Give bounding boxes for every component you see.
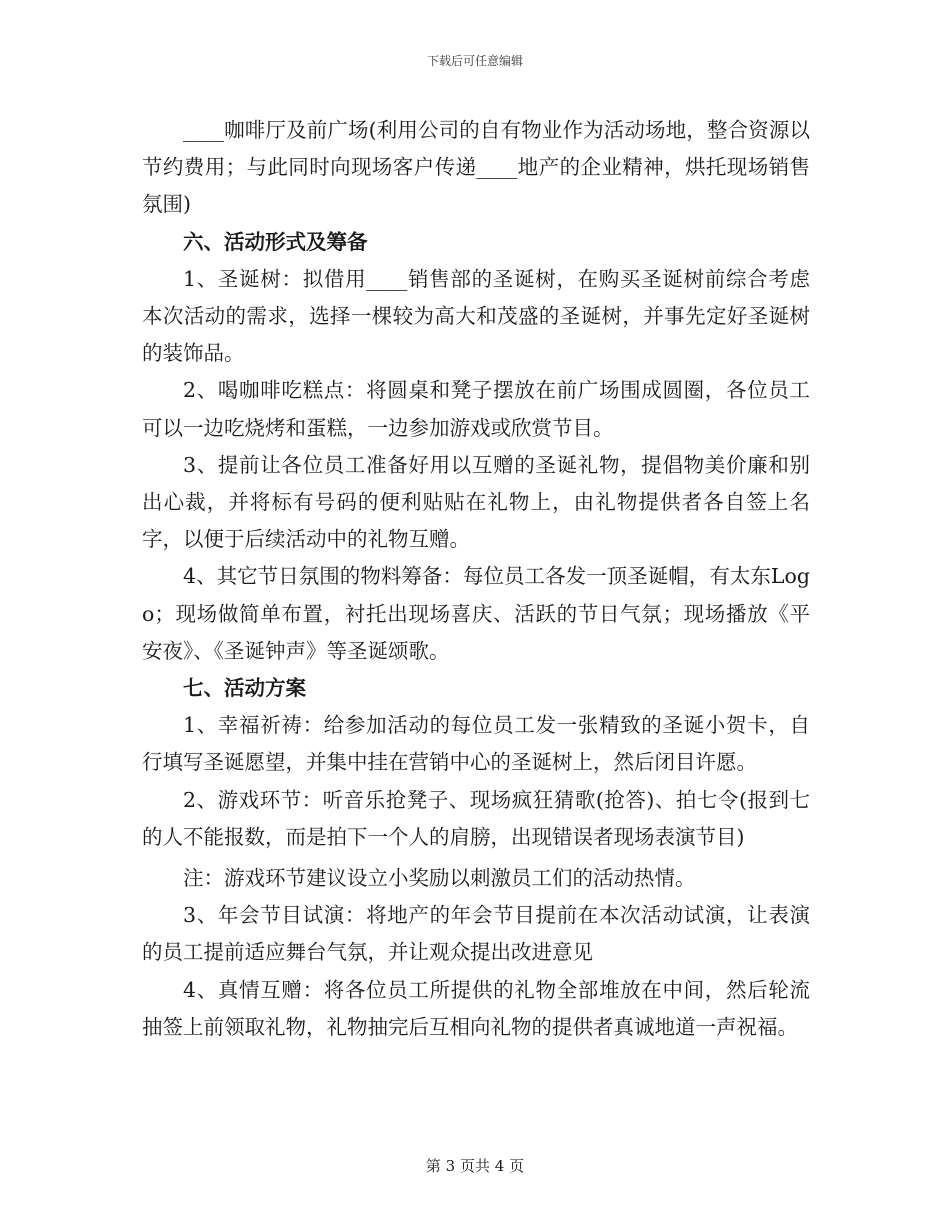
plan-item-prayer: 1、幸福祈祷：给参加活动的每位员工发一张精致的圣诞小贺卡，自行填写圣诞愿望，并集中挂在营销中心的圣诞树上，然后闭目许愿。 (142, 713, 810, 775)
prep-item-materials: 4、其它节日氛围的物料筹备：每位员工各发一顶圣诞帽，有太东Logo；现场做简单布置，衬托出现场喜庆、活跃的节日气氛；现场播放《平安夜》、《圣诞钟声》等圣诞颂歌。 (142, 564, 810, 663)
document-body (142, 112, 810, 1046)
venue-paragraph: ____咖啡厅及前广场(利用公司的自有物业作为活动场地，整合资源以节约费用；与此同时向现场客户传递____地产的企业精神，烘托现场销售氛围) (142, 118, 810, 217)
prep-item-gifts: 3、提前让各位员工准备好用以互赠的圣诞礼物，提倡物美价廉和别出心裁，并将标有号码的便利贴贴在礼物上，由礼物提供者各自签上名字，以便于后续活动中的礼物互赠。 (142, 452, 810, 552)
plan-item-games: 2、游戏环节：听音乐抢凳子、现场疯狂猜歌(抢答)、拍七令(报到七的人不能报数，而是拍下一个人的肩膀，出现错误者现场表演节目) (142, 787, 810, 849)
page-header: 下载后可任意编辑 (426, 54, 523, 68)
section-heading-format: 六、活动形式及筹备 (183, 229, 368, 254)
plan-item-gift-exchange: 4、真情互赠：将各位员工所提供的礼物全部堆放在中间，然后轮流抽签上前领取礼物，礼物抽完后互相向礼物的提供者真诚地道一声祝福。 (142, 977, 810, 1039)
page-number: 第 3 页共 4 页 (425, 1157, 525, 1175)
prep-item-coffee-cake: 2、喝咖啡吃糕点：将圆桌和凳子摆放在前广场围成圆圈，各位员工可以一边吃烧烤和蛋糕，一边参加游戏或欣赏节目。 (142, 378, 810, 440)
section-heading-plan: 七、活动方案 (183, 676, 306, 701)
games-note: 注：游戏环节建议设立小奖励以刺激员工们的活动热情。 (183, 866, 696, 891)
prep-item-christmas-tree: 1、圣诞树：拟借用____销售部的圣诞树，在购买圣诞树前综合考虑本次活动的需求，选择一棵较为高大和茂盛的圣诞树，并事先定好圣诞树的装饰品。 (142, 266, 810, 366)
plan-item-rehearsal: 3、年会节目试演：将地产的年会节目提前在本次活动试演，让表演的员工提前适应舞台气氛，并让观众提出改进意见 (142, 903, 810, 965)
